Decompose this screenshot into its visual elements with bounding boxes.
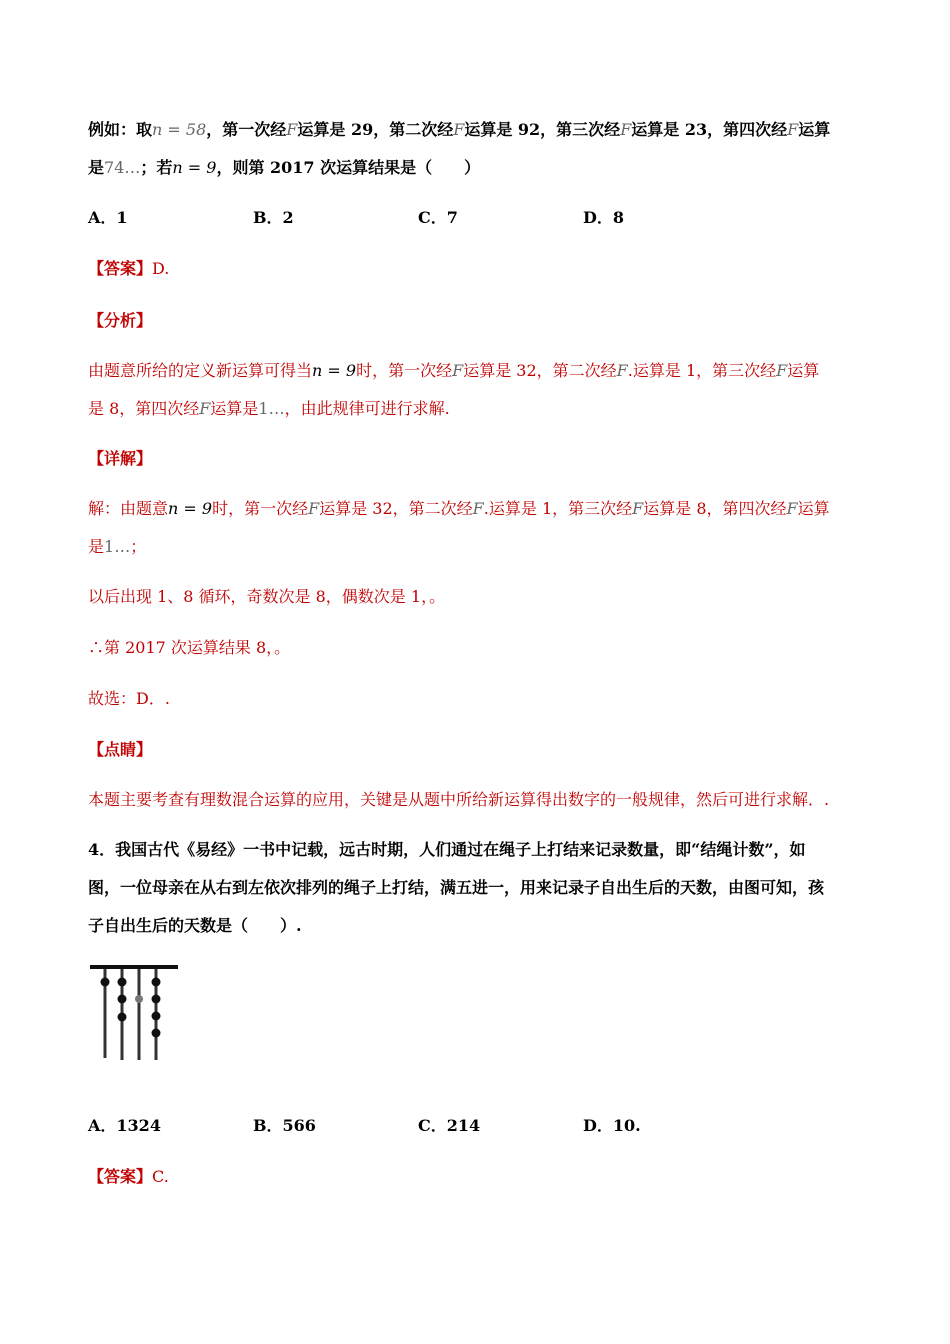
knot xyxy=(152,995,161,1004)
q4-option-a: A．1324 xyxy=(88,1116,161,1135)
q3-detail-line-4: ∴第 2017 次运算结果 8，。 xyxy=(88,638,291,657)
knot xyxy=(118,1013,127,1022)
knot xyxy=(152,1029,161,1038)
math-F: F xyxy=(632,499,644,518)
text: 运算是 32，第二次经 xyxy=(319,499,473,518)
q3-analysis-line-1 xyxy=(88,359,819,383)
text: 运算是 29，第二次经 xyxy=(297,120,454,139)
math-n9: n = 9 xyxy=(168,499,213,518)
math-F: F xyxy=(453,120,465,139)
text: 是 xyxy=(88,158,105,177)
q3-answer xyxy=(88,257,169,281)
math-F: F xyxy=(786,499,798,518)
text: 运算 xyxy=(787,361,820,380)
math-F: F xyxy=(616,361,628,380)
text: 运算是 32，第二次经 xyxy=(463,361,617,380)
detail-label: 【详解】 xyxy=(88,449,153,468)
text: .运算是 1，第三次经 xyxy=(627,361,777,380)
text: 运算是 xyxy=(210,399,259,418)
text: 例如：取 xyxy=(88,120,153,139)
q3-option-c: C．7 xyxy=(418,208,458,227)
text: 由题意所给的定义新运算可得当 xyxy=(88,361,313,380)
q4-option-d: D．10. xyxy=(583,1116,641,1135)
text: 运算是 8，第四次经 xyxy=(643,499,787,518)
q3-option-b: B．2 xyxy=(253,208,294,227)
q3-detail-line-3: 以后出现 1、8 循环，奇数次是 8，偶数次是 1，。 xyxy=(88,587,446,606)
math-F: F xyxy=(620,120,632,139)
q4-line-1: 4．我国古代《易经》一书中记载，远古时期，人们通过在绳子上打结来记录数量，即“结绳计数”，如 xyxy=(88,840,806,859)
math-F: F xyxy=(286,120,298,139)
text: 是 8，第四次经 xyxy=(88,399,200,418)
answer-value: C. xyxy=(152,1167,169,1186)
q3-detail-label xyxy=(88,447,152,471)
knot xyxy=(118,978,127,987)
math-n58: n = 58 xyxy=(152,120,207,139)
q3-line-1 xyxy=(88,118,830,142)
math-1: 1… xyxy=(104,537,131,556)
knotted-rope-figure xyxy=(88,962,183,1068)
q3-detail-line-1 xyxy=(88,497,830,521)
q4-line-2: 图，一位母亲在从右到左依次排列的绳子上打结，满五进一，用来记录子自出生后的天数，由图可知，孩 xyxy=(88,878,825,897)
text: 时，第一次经 xyxy=(356,361,453,380)
q4-line-3: 子自出生后的天数是（ ）. xyxy=(88,916,302,935)
text: 运算是 23，第四次经 xyxy=(631,120,788,139)
knot xyxy=(135,995,143,1003)
text: ，由此规律可进行求解. xyxy=(284,399,450,418)
q4-option-c: C．214 xyxy=(418,1116,481,1135)
math-F: F xyxy=(776,361,788,380)
q3-option-d: D．8 xyxy=(583,208,625,227)
answer-label: 【答案】 xyxy=(88,259,153,278)
text: ； xyxy=(130,537,147,556)
q3-line-2 xyxy=(88,156,480,180)
math-F: F xyxy=(472,499,484,518)
rope-bar xyxy=(90,965,178,969)
text: ，第一次经 xyxy=(206,120,287,139)
math-F: F xyxy=(787,120,799,139)
q3-detail-line-5: 故选：D．. xyxy=(88,689,170,708)
q4-option-b: B．566 xyxy=(253,1116,316,1135)
math-n9: n = 9 xyxy=(172,158,217,177)
q3-comment-label xyxy=(88,738,152,762)
answer-label: 【答案】 xyxy=(88,1167,153,1186)
q4-answer xyxy=(88,1165,169,1189)
text: 时，第一次经 xyxy=(212,499,309,518)
q3-comment-text: 本题主要考查有理数混合运算的应用，关键是从题中所给新运算得出数字的一般规律，然后可进行求解．. xyxy=(88,790,830,809)
knot xyxy=(152,978,161,987)
knot xyxy=(101,978,110,987)
math-F: F xyxy=(452,361,464,380)
q3-option-a: A．1 xyxy=(88,208,128,227)
text: 解：由题意 xyxy=(88,499,169,518)
math-n9: n = 9 xyxy=(312,361,357,380)
math-74: 74… xyxy=(104,158,141,177)
q3-detail-line-2 xyxy=(88,535,146,559)
comment-label: 【点睛】 xyxy=(88,740,153,759)
text: 运算 xyxy=(797,499,830,518)
text: 运算 xyxy=(798,120,831,139)
knot xyxy=(118,995,127,1004)
math-F: F xyxy=(308,499,320,518)
knot xyxy=(152,1012,161,1021)
analysis-label: 【分析】 xyxy=(88,311,153,330)
text: 运算是 92，第三次经 xyxy=(464,120,621,139)
math-F: F xyxy=(199,399,211,418)
answer-value: D. xyxy=(152,259,170,278)
text: 是 xyxy=(88,537,105,556)
math-1: 1… xyxy=(258,399,285,418)
text: .运算是 1，第三次经 xyxy=(483,499,633,518)
text: ；若 xyxy=(140,158,173,177)
q3-analysis-label xyxy=(88,309,152,333)
q3-analysis-line-2 xyxy=(88,397,450,421)
text: ，则第 2017 次运算结果是（ ） xyxy=(216,158,481,177)
